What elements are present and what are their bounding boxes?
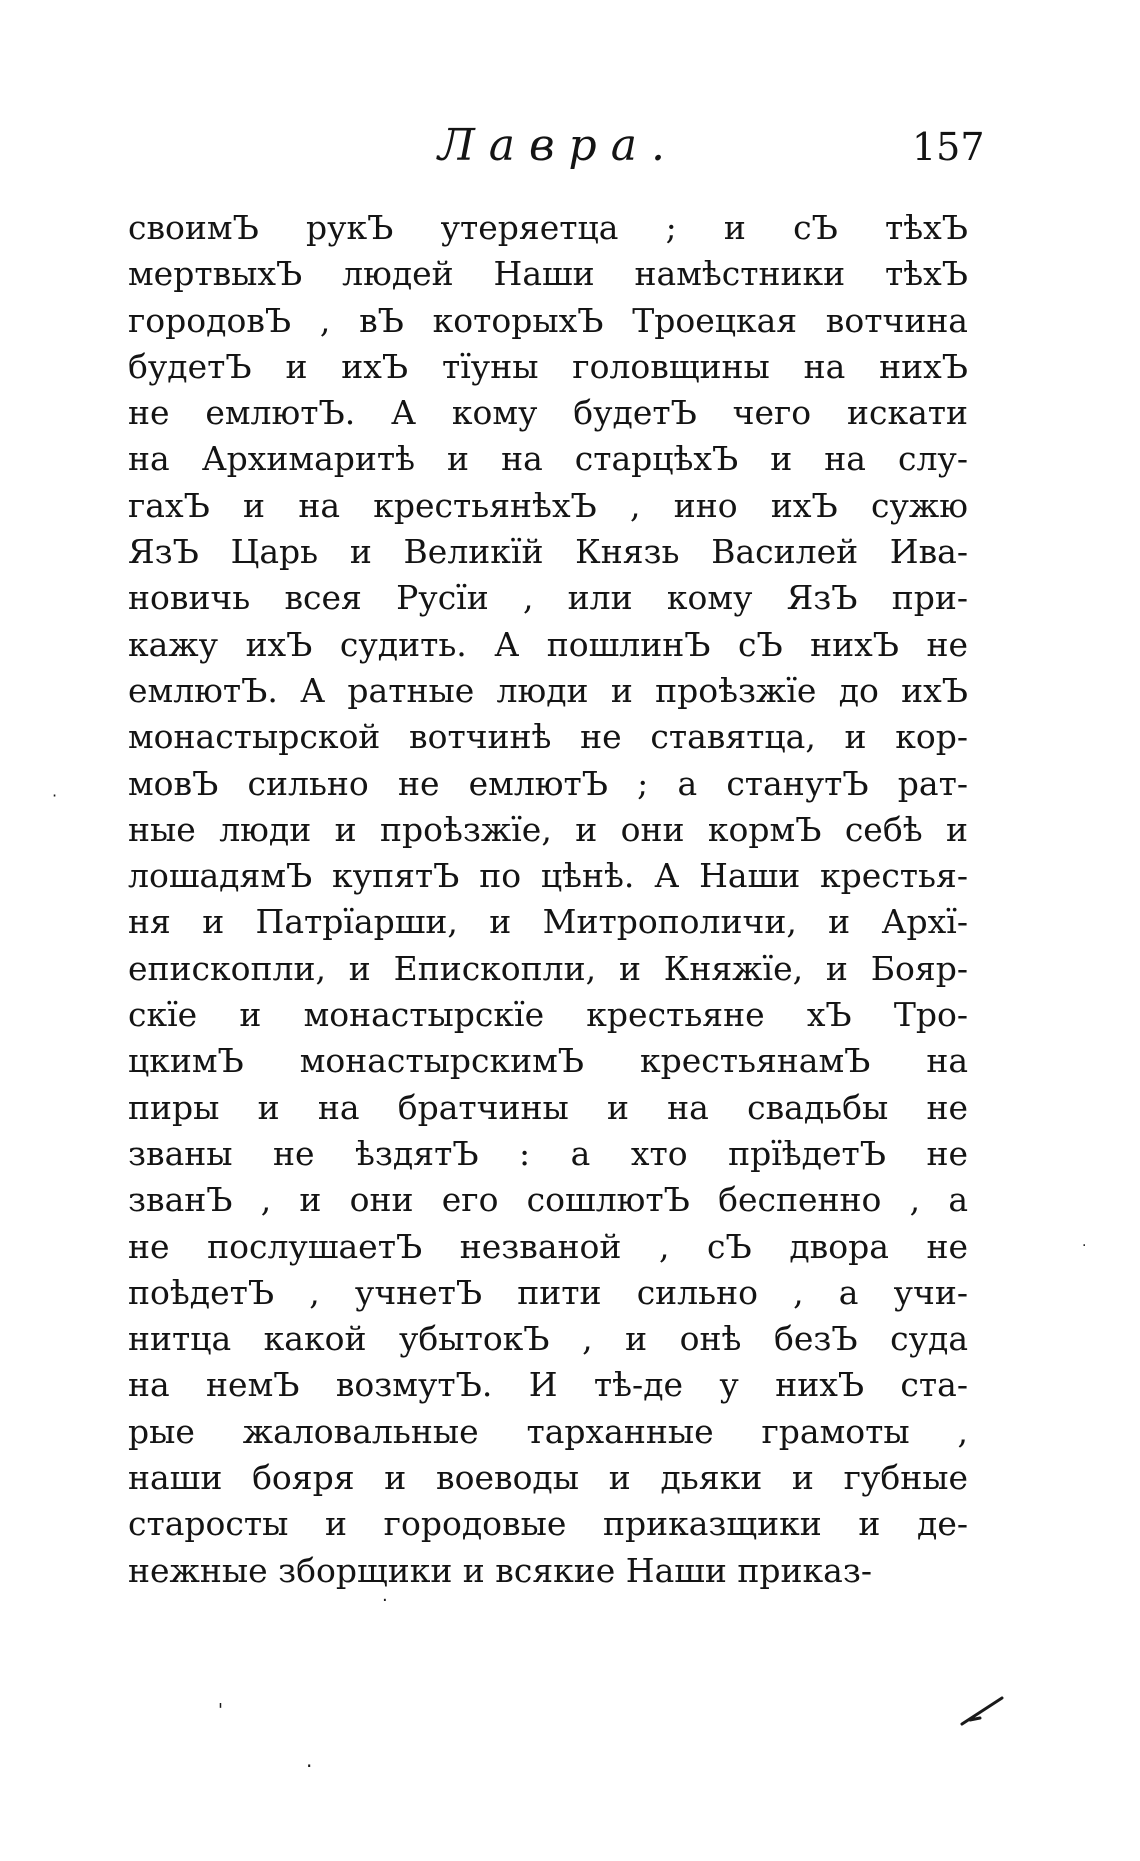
scan-speck: · bbox=[306, 1754, 313, 1778]
scan-speck: · bbox=[1082, 1238, 1087, 1254]
body-text bbox=[128, 205, 968, 1594]
text-line: мовЪ сильно не емлютЪ ; а станутЪ рат- bbox=[128, 763, 968, 803]
text-line: будетЪ и ихЪ тїуны головщины на нихЪ bbox=[128, 346, 968, 386]
text-line: мертвыхЪ людей Наши намѣстники тѣхЪ bbox=[128, 254, 968, 294]
text-line: городовЪ , вЪ которыхЪ Троецкая вотчина bbox=[128, 300, 968, 340]
text-line: скїе и монастырскїе крестьяне хЪ Тро- bbox=[128, 995, 968, 1035]
text-line: старосты и городовые приказщики и де- bbox=[128, 1504, 968, 1544]
text-line: емлютЪ. А ратные люди и проѣзжїе до ихЪ bbox=[128, 670, 968, 710]
scan-stroke-artifact bbox=[958, 1690, 1008, 1730]
text-line: монастырской вотчинѣ не ставятца, и кор- bbox=[128, 717, 968, 757]
text-line: кажу ихЪ судить. А пошлинЪ сЪ нихЪ не bbox=[128, 624, 968, 664]
text-line: своимЪ рукЪ утеряетца ; и сЪ тѣхЪ bbox=[128, 208, 968, 247]
scan-speck: · bbox=[52, 786, 58, 805]
text-line: нежные зборщики и всякие Наши приказ- bbox=[128, 1550, 872, 1590]
text-line: наши бояря и воеводы и дьяки и губные bbox=[128, 1458, 968, 1498]
text-line: рые жаловальные тарханные грамоты , bbox=[128, 1411, 968, 1451]
text-line: не емлютЪ. А кому будетЪ чего искати bbox=[128, 393, 968, 433]
text-line: на Архимаритѣ и на старцѣхЪ и на слу- bbox=[128, 439, 968, 479]
text-line: поѣдетЪ , учнетЪ пити сильно , а учи- bbox=[128, 1272, 968, 1312]
text-line: ЯзЪ Царь и Великїй Князь Василей Ива- bbox=[128, 532, 968, 572]
text-line: пиры и на братчины и на свадьбы не bbox=[128, 1087, 968, 1127]
text-line: ные люди и проѣзжїе, и они кормЪ себѣ и bbox=[128, 809, 968, 849]
running-head bbox=[0, 118, 1140, 178]
text-line: цкимЪ монастырскимЪ крестьянамЪ на bbox=[128, 1041, 968, 1081]
text-line: новичь всея Русїи , или кому ЯзЪ при- bbox=[128, 578, 968, 618]
text-line: гахЪ и на крестьянѣхЪ , ино ихЪ сужю bbox=[128, 485, 968, 525]
text-line: не послушаетЪ незваной , сЪ двора не bbox=[128, 1226, 968, 1266]
text-line: званы не ѣздятЪ : а хто прїѣдетЪ не bbox=[128, 1133, 968, 1173]
text-line: на немЪ возмутЪ. И тѣ-де у нихЪ ста- bbox=[128, 1365, 968, 1405]
text-line: ня и Патрїарши, и Митрополичи, и Архї- bbox=[128, 902, 968, 942]
page-number: 157 bbox=[912, 125, 985, 169]
running-title: Лавра. bbox=[438, 120, 679, 171]
text-line: званЪ , и они его сошлютЪ беспенно , а bbox=[128, 1180, 968, 1220]
text-line: нитца какой убытокЪ , и онѣ безЪ суда bbox=[128, 1319, 968, 1359]
text-line: лошадямЪ купятЪ по цѣнѣ. А Наши крестья- bbox=[128, 856, 968, 896]
text-line: епископли, и Епископли, и Княжїе, и Бояр- bbox=[128, 948, 968, 988]
scan-speck: · bbox=[382, 1590, 388, 1611]
scan-speck: ' bbox=[218, 1700, 223, 1721]
